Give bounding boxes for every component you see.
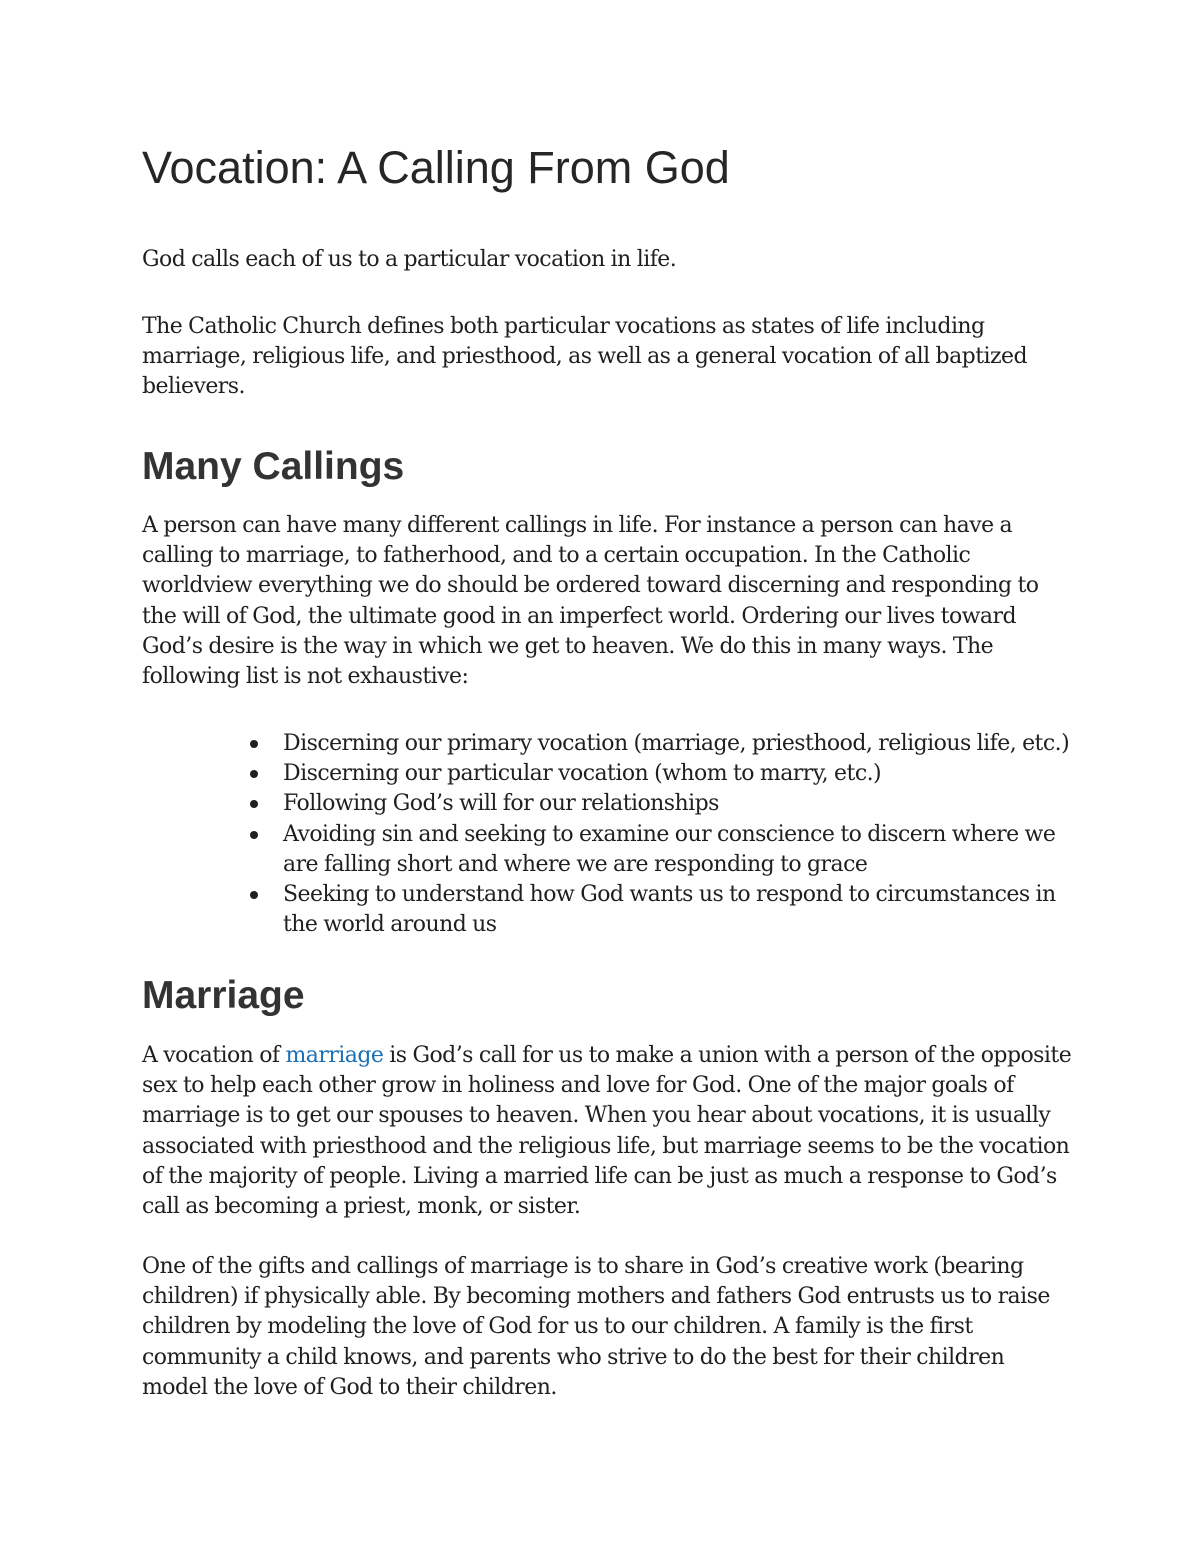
many-callings-paragraph: A person can have many different callings in life. For instance a person can have a calling to marriage, to fatherhood, and to a certain occupation. In the Catholic worldview everything we do should be ordered toward discerning and responding to the will of God, the ultimate good in an imperfect world. Ordering our lives toward God’s desire is the way in which we get to heaven. We do this in many ways. The following list is not exhaustive: bbox=[142, 513, 1039, 690]
list-item: Seeking to understand how God wants us to respond to circumstances in the world around us bbox=[142, 880, 1072, 940]
section-heading-many-callings: Many Callings bbox=[142, 445, 405, 488]
list-item: Following God’s will for our relationships bbox=[142, 789, 1072, 819]
callings-list bbox=[142, 729, 1072, 940]
list-item: Discerning our particular vocation (whom to marry, etc.) bbox=[142, 759, 1072, 789]
marriage-paragraph-1: A vocation of marriage is God’s call for us to make a union with a person of the opposite sex to help each other grow in holiness and love for God. One of the major goals of marriage is to get our spouses to heaven. When you hear about vocations, it is usually associated with priesthood and the religious life, but marriage seems to be the vocation of the majority of people. Living a married life can be just as much a response to God’s call as becoming a priest, monk, or sister. bbox=[142, 1043, 1072, 1220]
list-item: Avoiding sin and seeking to examine our conscience to discern where we are falling short and where we are responding to grace bbox=[142, 820, 1072, 880]
bullet-icon bbox=[250, 891, 258, 899]
bullet-icon bbox=[250, 770, 258, 778]
document-title: Vocation: A Calling From God bbox=[142, 142, 730, 193]
list-item: Discerning our primary vocation (marriage, priesthood, religious life, etc.) bbox=[142, 729, 1072, 759]
bullet-icon bbox=[250, 800, 258, 808]
marriage-paragraph-2: One of the gifts and callings of marriage is to share in God’s creative work (bearing children) if physically able. By becoming mothers and fathers God entrusts us to raise children by modeling the love of God for us to our children. A family is the first community a child knows, and parents who strive to do the best for their children model the love of God to their children. bbox=[142, 1254, 1050, 1400]
bullet-icon bbox=[250, 831, 258, 839]
intro-paragraph-2: The Catholic Church defines both particular vocations as states of life including marriage, religious life, and priesthood, as well as a general vocation of all baptized believers. bbox=[142, 314, 1028, 400]
bullet-icon bbox=[250, 740, 258, 748]
intro-paragraph-1: God calls each of us to a particular vocation in life. bbox=[142, 247, 677, 272]
marriage-link[interactable]: marriage bbox=[285, 1043, 384, 1068]
section-heading-marriage: Marriage bbox=[142, 974, 305, 1017]
